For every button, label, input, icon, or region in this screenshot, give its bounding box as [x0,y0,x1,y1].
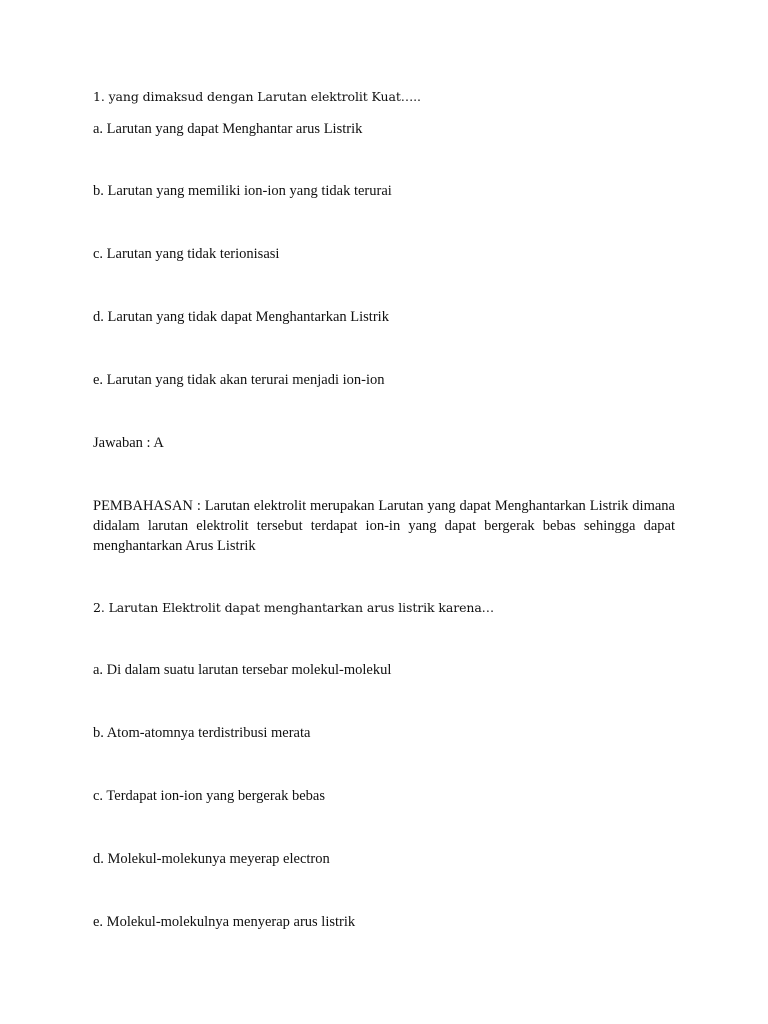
question-2-option-b: b. Atom-atomnya terdistribusi merata [93,725,311,741]
question-2-option-d: d. Molekul-molekunya meyerap electron [93,851,330,867]
question-2-stem: 2. Larutan Elektrolit dapat menghantarkan arus listrik karena… [93,600,495,615]
question-1-explanation: PEMBAHASAN : Larutan elektrolit merupakan Larutan yang dapat Menghantarkan Listrik dimana didalam larutan elektrolit tersebut terdapat ion-in yang dapat bergerak bebas sehingga dapat menghantarkan Arus Listrik [93,498,675,554]
question-1-option-d: d. Larutan yang tidak dapat Menghantarkan Listrik [93,309,389,325]
question-1-option-c: c. Larutan yang tidak terionisasi [93,246,280,262]
question-1-option-a: a. Larutan yang dapat Menghantar arus Listrik [93,121,363,137]
question-1-answer: Jawaban : A [93,435,164,451]
question-2-option-c: c. Terdapat ion-ion yang bergerak bebas [93,788,325,804]
question-1-option-b: b. Larutan yang memiliki ion-ion yang tidak terurai [93,183,392,199]
question-2-option-e: e. Molekul-molekulnya menyerap arus listrik [93,914,356,930]
question-1-option-e: e. Larutan yang tidak akan terurai menjadi ion-ion [93,372,385,388]
question-1-stem: 1. yang dimaksud dengan Larutan elektrolit Kuat….. [93,89,421,104]
question-2-option-a: a. Di dalam suatu larutan tersebar molekul-molekul [93,662,392,678]
